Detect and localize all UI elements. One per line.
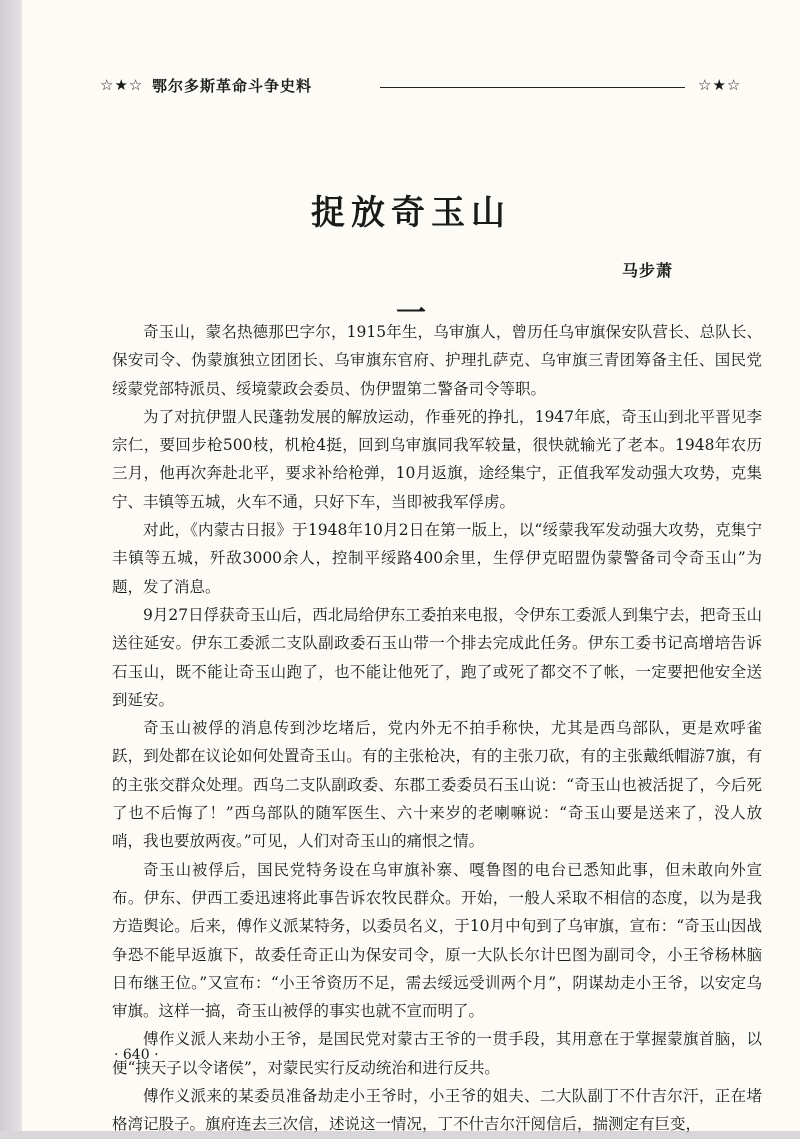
book-page	[22, 0, 800, 1134]
paragraph: 傅作义派人来劫小王爷，是国民党对蒙古王爷的一贯手段，其用意在于掌握蒙旗首脑，以便“挟天子以令诸侯”，对蒙民实行反动统治和进行反共。	[112, 1030, 762, 1077]
paragraph: 为了对抗伊盟人民蓬勃发展的解放运动，作垂死的挣扎，1947年底，奇玉山到北平晋见李宗仁，要回步枪500枝，机枪4挺，回到乌审旗同我军较量，很快就输光了老本。1948年农历三月，他再次奔赴北平，要求补给枪弹，10月返旗，途经集宁，正值我军发动强大攻势，克集宁、丰镇等五城，火车不通，只好下车，当即被我军俘虏。	[112, 407, 762, 511]
paragraph: 奇玉山被俘后，国民党特务设在乌审旗补寨、嘎鲁图的电台已悉知此事，但未敢向外宣布。伊东、伊西工委迅速将此事告诉农牧民群众。开始，一般人采取不相信的态度，以为是我方造舆论。后来，傅作义派某特务，以委员名义，于10月中旬到了乌审旗，宣布：“奇玉山因战争恐不能早返旗下，故委任奇正山为保安司令，原一大队长尔计巴图为副司令，小王爷杨林脑日布继王位。”又宣布：“小王爷资历不足，需去绥远受训两个月”，阴谋劫走小王爷，以安定乌审旗。这样一搞，奇玉山被俘的事实也就不宣而明了。	[112, 860, 762, 1021]
article-body	[112, 318, 762, 1139]
star-ornament-left: ☆★☆	[100, 76, 144, 94]
paragraph: 对此，《内蒙古日报》于1948年10月2日在第一版上，以“绥蒙我军发动强大攻势，克集宁丰镇等五城，歼敌3000余人，控制平绥路400余里，生俘伊克昭盟伪蒙警备司令奇玉山”为题，发了消息。	[112, 521, 762, 596]
page-number: · 640 ·	[114, 1047, 159, 1063]
running-header-title: 鄂尔多斯革命斗争史料	[152, 77, 313, 95]
article-author: 马步萧	[622, 261, 674, 280]
article-title: 捉放奇玉山	[311, 193, 511, 233]
paragraph: 傅作义派来的某委员准备劫走小王爷时，小王爷的姐夫、二大队副丁不什吉尔汗，正在堵格湾记股子。旗府连去三次信，述说这一情况，丁不什吉尔汗阅信后，揣测定有巨变，	[112, 1087, 762, 1134]
star-ornament-right: ☆★☆	[698, 76, 742, 94]
header-rule	[380, 87, 685, 88]
page-edge	[0, 0, 22, 1131]
paragraph: 奇玉山被俘的消息传到沙圪堵后，党内外无不拍手称快，尤其是西乌部队，更是欢呼雀跃，到处都在议论如何处置奇玉山。有的主张枪决，有的主张刀砍，有的主张戴纸帽游7旗，有的主张交群众处理。西乌二支队副政委、东郡工委委员石玉山说：“奇玉山也被活捉了，今后死了也不后悔了！”西乌部队的随军医生、六十来岁的老喇嘛说：“奇玉山要是送来了，没人放哨，我也要放两夜。”可见，人们对奇玉山的痛恨之情。	[112, 719, 762, 851]
running-header	[100, 74, 760, 100]
section-number: 一	[396, 296, 426, 331]
paragraph: 9月27日俘获奇玉山后，西北局给伊东工委拍来电报，令伊东工委派人到集宁去，把奇玉山送往延安。伊东工委派二支队副政委石玉山带一个排去完成此任务。伊东工委书记高增培告诉石玉山，既不能让奇玉山跑了，也不能让他死了，跑了或死了都交不了帐，一定要把他安全送到延安。	[112, 605, 762, 709]
paragraph: 奇玉山，蒙名热德那巴字尔，1915年生，乌审旗人，曾历任乌审旗保安队营长、总队长、保安司令、伪蒙旗独立团团长、乌审旗东官府、护理扎萨克、乌审旗三青团筹备主任、国民党绥蒙党部特派员、绥境蒙政会委员、伪伊盟第二警备司令等职。	[112, 323, 762, 398]
